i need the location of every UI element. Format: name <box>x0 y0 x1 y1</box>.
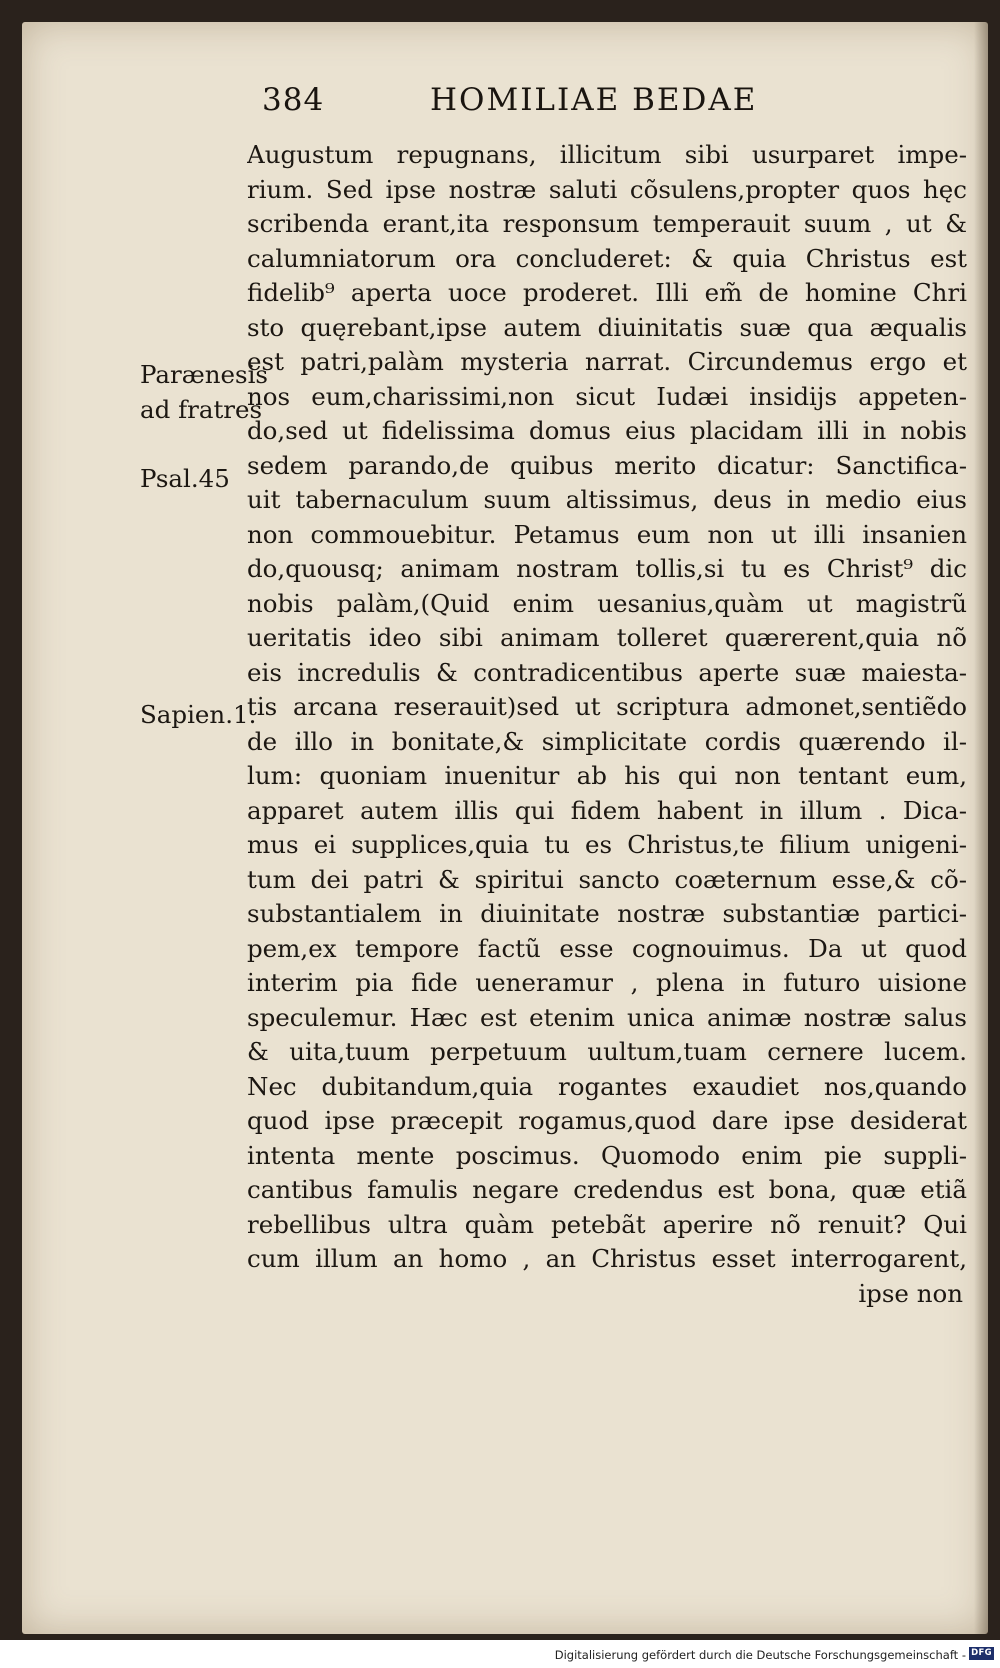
text-line: sedem parando,de quibus merito dicatur: Sanctifica- <box>247 450 967 480</box>
text-line: tum dei patri & spiritui sancto coæternum esse,& cõ- <box>247 864 967 894</box>
text-line: mus ei supplices,quia tu es Christus,te filium unigeni- <box>247 830 967 859</box>
margin-note-psalm: Psal.45 <box>140 464 230 493</box>
text-line: rium. Sed ipse nostræ saluti cõsulens,propter quos hęc <box>247 174 967 204</box>
text-line: ueritatis ideo sibi animam tolleret quærerent,quia nõ <box>247 623 967 652</box>
margin-note-ad-fratres: ad fratres <box>140 395 263 424</box>
text-line: do,quousq; animam nostram tollis,si tu es Christ⁹ dic <box>247 554 967 583</box>
text-line: calumniatorum ora concluderet: & quia Christus est <box>247 243 967 273</box>
text-line: pem,ex tempore factũ esse cognouimus. Da ut quod <box>247 933 967 963</box>
text-line: eis incredulis & contradicentibus aperte suæ maiesta- <box>247 657 967 687</box>
text-line: est patri,palàm mysteria narrat. Circundemus ergo et <box>247 347 967 376</box>
footer-bar <box>0 1640 1000 1668</box>
funding-credit: Digitalisierung gefördert durch die Deutsche Forschungsgemeinschaft - <box>554 1648 966 1662</box>
page-number: 384 <box>262 82 325 118</box>
text-line: scribenda erant,ita responsum temperauit suum , ut & <box>247 209 967 238</box>
text-line: apparet autem illis qui fidem habent in illum . Dica- <box>247 795 967 825</box>
text-line: do,sed ut fidelissima domus eius placidam illi in nobis <box>247 416 967 445</box>
margin-note-parenesis: Parænesis <box>140 360 268 389</box>
running-title: HOMILIAE BEDAE <box>430 82 758 118</box>
catchword: ipse non <box>858 1278 963 1308</box>
text-line: Nec dubitandum,quia rogantes exaudiet nos,quando <box>247 1071 967 1101</box>
text-line: sto quęrebant,ipse autem diuinitatis suæ qua æqualis <box>247 312 967 342</box>
text-line: lum: quoniam inuenitur ab his qui non tentant eum, <box>247 761 967 790</box>
text-line: tis arcana reserauit)sed ut scriptura admonet,sentiẽdo <box>247 692 967 721</box>
page-header <box>0 82 1000 122</box>
text-line: non commouebitur. Petamus eum non ut illi insanien <box>247 519 967 549</box>
text-line: de illo in bonitate,& simplicitate cordis quærendo il- <box>247 726 967 756</box>
text-line: nobis palàm,(Quid enim uesanius,quàm ut magistrũ <box>247 588 967 618</box>
text-line: substantialem in diuinitate nostræ substantiæ partici- <box>247 899 967 928</box>
text-line: speculemur. Hæc est etenim unica animæ nostræ salus <box>247 1002 967 1032</box>
text-line: rebellibus ultra quàm petebãt aperire nõ renuit? Qui <box>247 1209 967 1239</box>
text-line: quod ipse præcepit rogamus,quod dare ipse desiderat <box>247 1106 967 1135</box>
margin-note-sapientia: Sapien.1. <box>140 700 257 729</box>
text-line: uit tabernaculum suum altissimus, deus in medio eius <box>247 485 967 514</box>
text-line: & uita,tuum perpetuum uultum,tuam cernere lucem. <box>247 1037 967 1066</box>
text-line: Augustum repugnans, illicitum sibi usurparet impe- <box>247 140 967 169</box>
text-line: interim pia fide ueneramur , plena in futuro uisione <box>247 968 967 997</box>
text-line: cantibus famulis negare credendus est bona, quæ etiã <box>247 1175 967 1204</box>
dfg-logo: DFG <box>969 1647 994 1660</box>
text-line: fidelib⁹ aperta uoce proderet. Illi em̃ de homine Chri <box>247 278 967 307</box>
text-line: cum illum an homo , an Christus esset interrogarent, <box>247 1244 967 1273</box>
body-text <box>247 138 967 1311</box>
text-line: intenta mente poscimus. Quomodo enim pie suppli- <box>247 1140 967 1170</box>
text-line: nos eum,charissimi,non sicut Iudæi insidijs appeten- <box>247 381 967 411</box>
page-edge-shadow <box>974 22 988 1634</box>
